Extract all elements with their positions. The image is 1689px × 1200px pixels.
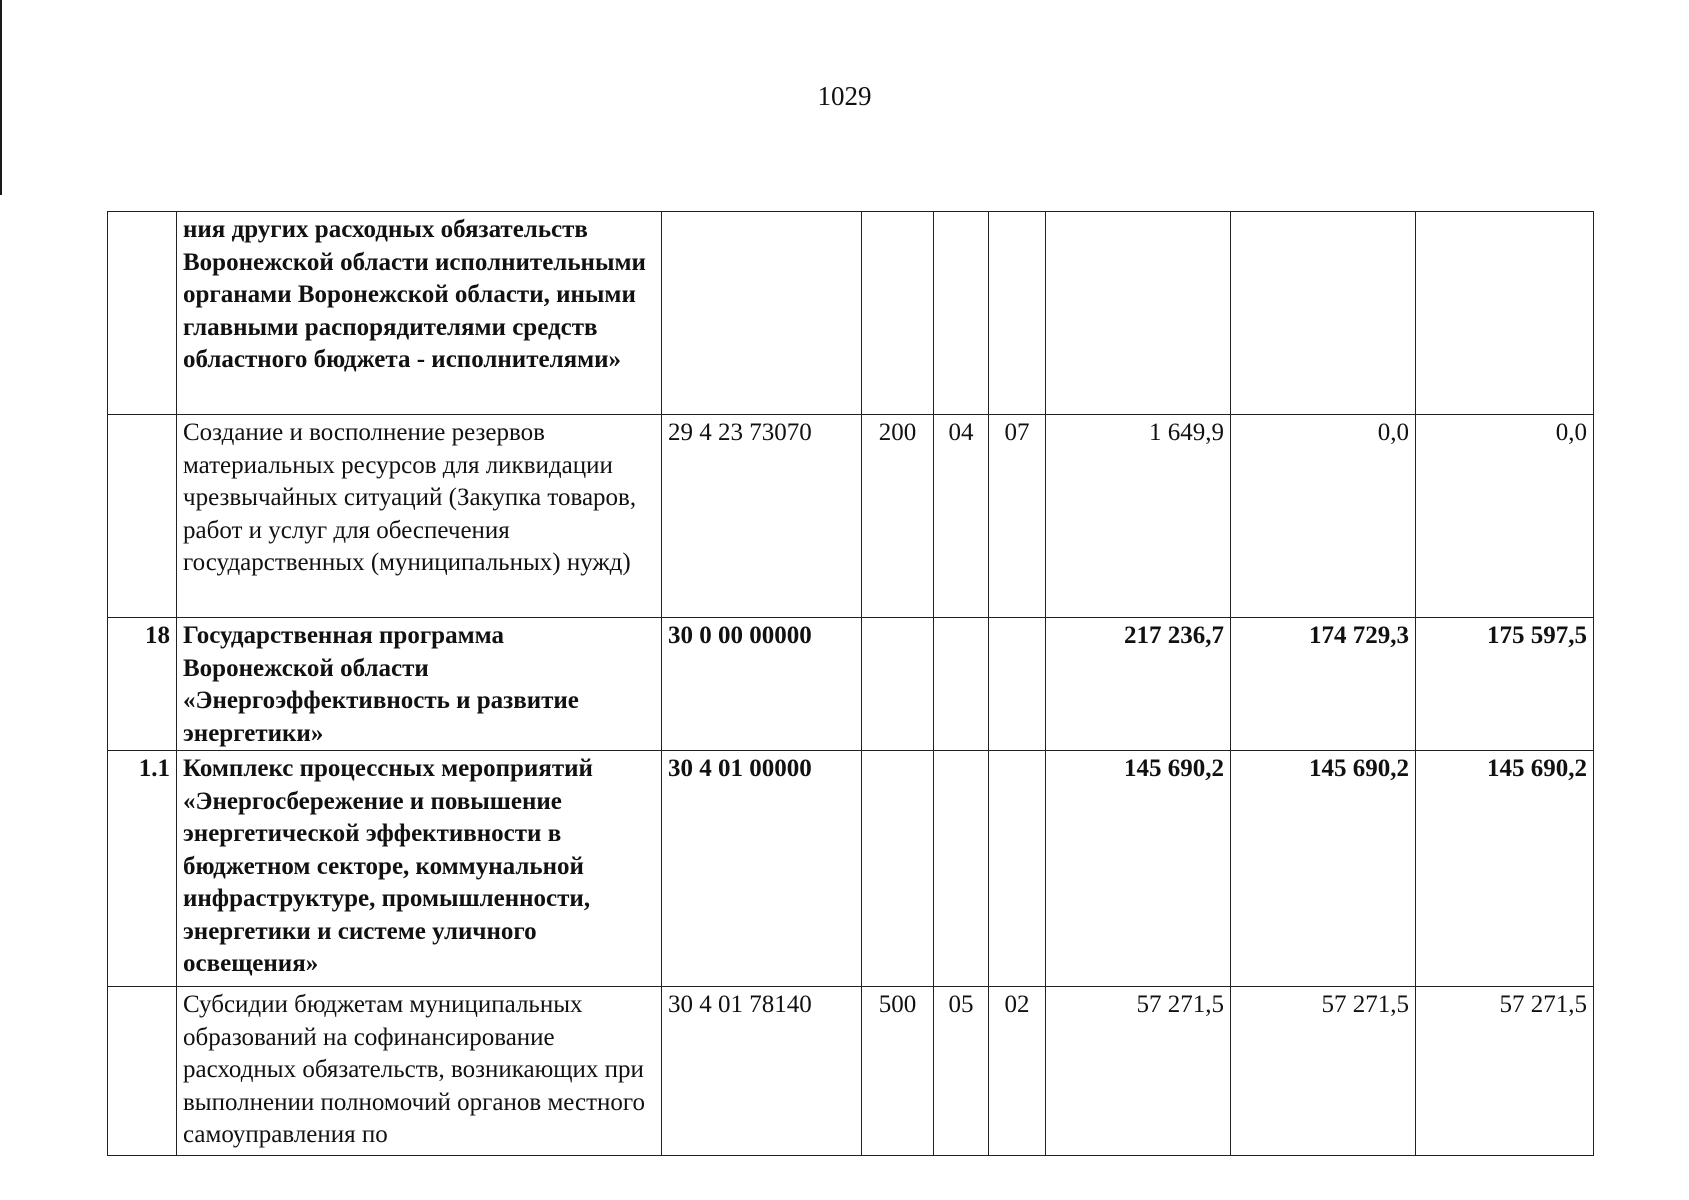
row-vr: 500 [862, 987, 934, 1156]
row-amount-2: 0,0 [1231, 415, 1416, 618]
row-code: 30 4 01 78140 [662, 987, 862, 1156]
row-amount-1: 57 271,5 [1046, 987, 1231, 1156]
row-number [108, 415, 177, 618]
row-amount-3: 0,0 [1416, 415, 1594, 618]
row-code: 30 0 00 00000 [662, 618, 862, 751]
row-amount-3 [1416, 212, 1594, 415]
row-amount-1: 145 690,2 [1046, 751, 1231, 987]
table-row [108, 987, 1594, 1156]
row-amount-2: 174 729,3 [1231, 618, 1416, 751]
row-number: 1.1 [108, 751, 177, 987]
row-pr [989, 212, 1046, 415]
row-pr: 02 [989, 987, 1046, 1156]
table-row [108, 618, 1594, 751]
row-name: Субсидии бюджетам муниципальных образований на софинансирование расходных обязательств, возникающих при выполнении полномочий органов местного самоуправления по [177, 987, 662, 1156]
page-number: 1029 [817, 81, 872, 111]
row-name: Создание и восполнение резервов материальных ресурсов для ликвидации чрезвычайных ситуаций (Закупка товаров, работ и услуг для обеспечения государственных (муниципальных) нужд) [177, 415, 662, 618]
row-amount-2: 57 271,5 [1231, 987, 1416, 1156]
row-number [108, 987, 177, 1156]
table-row [108, 212, 1594, 415]
row-name: Комплекс процессных мероприятий «Энергосбережение и повышение энергетической эффективности в бюджетном секторе, коммунальной инфраструктуре, промышленности, энергетики и системе уличного освещения» [177, 751, 662, 987]
row-rz: 05 [934, 987, 989, 1156]
row-amount-2: 145 690,2 [1231, 751, 1416, 987]
row-pr [989, 618, 1046, 751]
table-row [108, 751, 1594, 987]
row-rz [934, 618, 989, 751]
row-amount-3: 175 597,5 [1416, 618, 1594, 751]
row-vr: 200 [862, 415, 934, 618]
row-amount-2 [1231, 212, 1416, 415]
row-amount-3: 145 690,2 [1416, 751, 1594, 987]
row-rz [934, 212, 989, 415]
table-row [108, 415, 1594, 618]
row-code: 29 4 23 73070 [662, 415, 862, 618]
row-amount-1 [1046, 212, 1231, 415]
row-vr [862, 751, 934, 987]
row-rz [934, 751, 989, 987]
row-name: Государственная программа Воронежской области «Энергоэффективность и развитие энергетики» [177, 618, 662, 751]
row-name: ния других расходных обязательств Воронежской области исполнительными органами Воронежской области, иными главными распорядителями средств областного бюджета - исполнителями» [177, 212, 662, 415]
row-amount-3: 57 271,5 [1416, 987, 1594, 1156]
budget-table [107, 211, 1594, 1156]
row-pr: 07 [989, 415, 1046, 618]
row-number [108, 212, 177, 415]
row-code: 30 4 01 00000 [662, 751, 862, 987]
row-code [662, 212, 862, 415]
row-pr [989, 751, 1046, 987]
row-amount-1: 217 236,7 [1046, 618, 1231, 751]
row-rz: 04 [934, 415, 989, 618]
row-vr [862, 618, 934, 751]
row-amount-1: 1 649,9 [1046, 415, 1231, 618]
row-vr [862, 212, 934, 415]
row-number: 18 [108, 618, 177, 751]
